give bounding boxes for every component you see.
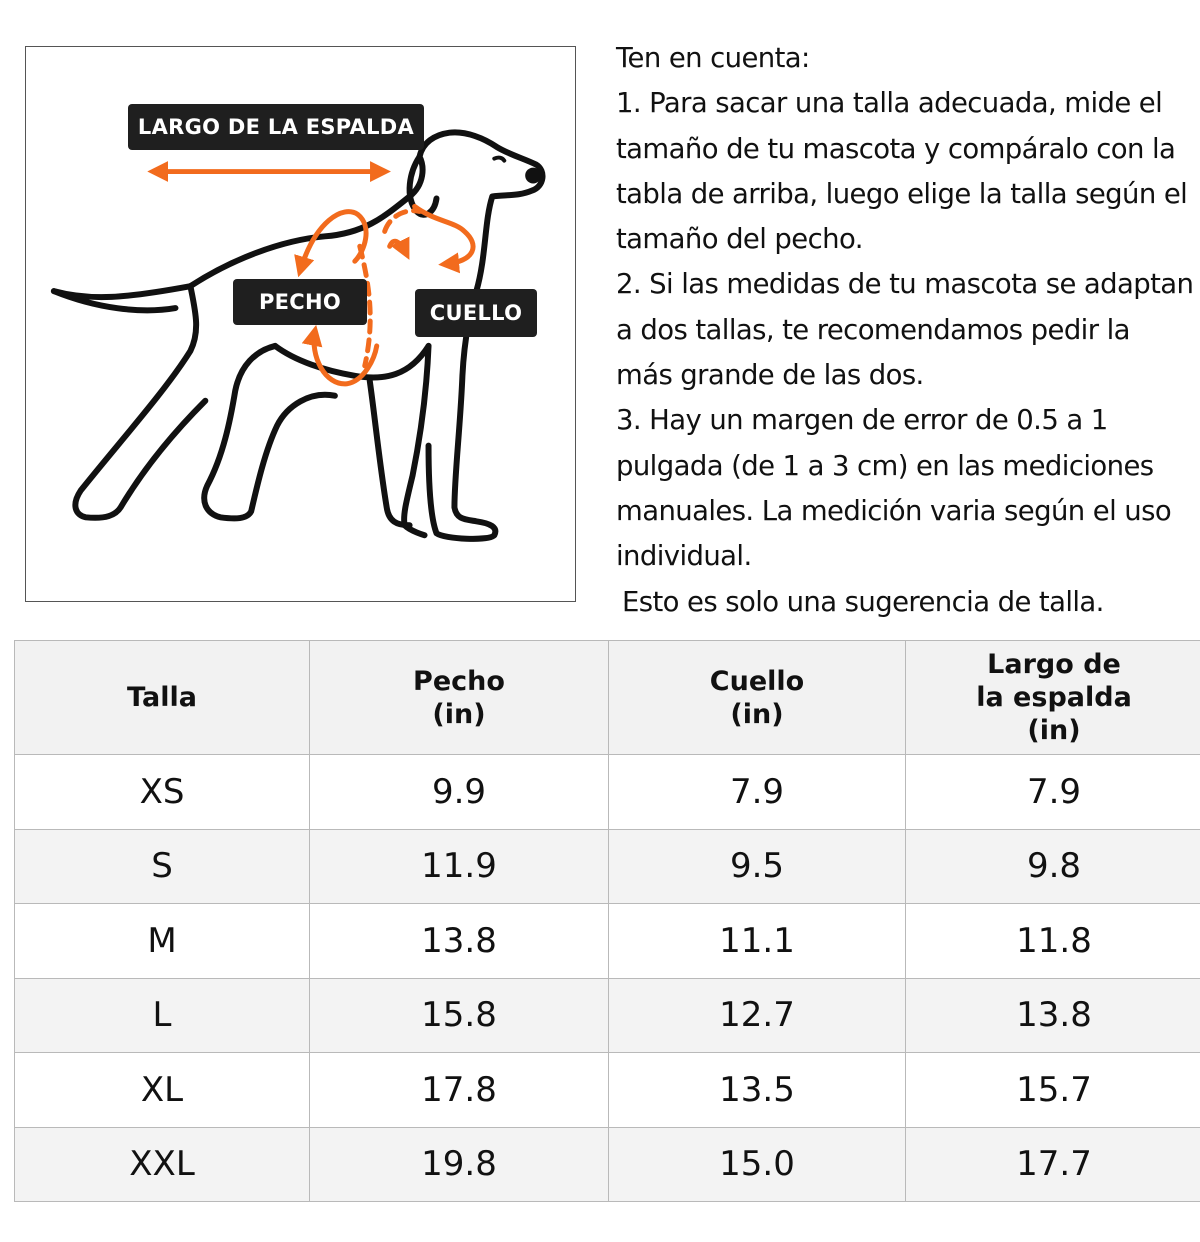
cell-chest: 15.8 <box>310 978 609 1053</box>
cell-neck: 13.5 <box>609 1053 906 1128</box>
cell-size: XXL <box>15 1127 310 1202</box>
table-row <box>15 904 1200 979</box>
header-size: Talla <box>15 641 310 755</box>
table-row <box>15 829 1200 904</box>
cell-back-length: 17.7 <box>906 1127 1200 1202</box>
notes-title: Ten en cuenta: <box>616 42 810 74</box>
cell-back-length: 7.9 <box>906 755 1200 830</box>
table-row <box>15 978 1200 1053</box>
size-chart-table <box>14 640 1200 1202</box>
back-length-tag: LARGO DE LA ESPALDA <box>128 104 424 150</box>
sizing-notes <box>616 36 1194 625</box>
cell-neck: 11.1 <box>609 904 906 979</box>
cell-chest: 19.8 <box>310 1127 609 1202</box>
cell-size: M <box>15 904 310 979</box>
cell-chest: 13.8 <box>310 904 609 979</box>
cell-size: S <box>15 829 310 904</box>
cell-chest: 11.9 <box>310 829 609 904</box>
table-row <box>15 1053 1200 1128</box>
neck-tag: CUELLO <box>415 289 537 337</box>
table-row <box>15 1127 1200 1202</box>
cell-size: L <box>15 978 310 1053</box>
note-item-1: 1. Para sacar una talla adecuada, mide el tamaño de tu mascota y compáralo con la tabla de arriba, luego elige la talla según el tamaño del pecho. <box>616 87 1188 256</box>
cell-neck: 12.7 <box>609 978 906 1053</box>
cell-size: XL <box>15 1053 310 1128</box>
chest-tag: PECHO <box>233 279 367 325</box>
notes-disclaimer: Esto es solo una sugerencia de talla. <box>622 585 1104 618</box>
measurement-diagram <box>25 46 576 602</box>
cell-neck: 7.9 <box>609 755 906 830</box>
cell-back-length: 9.8 <box>906 829 1200 904</box>
chest-arrow-top <box>300 212 366 272</box>
cell-neck: 9.5 <box>609 829 906 904</box>
header-chest: Pecho (in) <box>310 641 609 755</box>
note-item-3: 3. Hay un margen de error de 0.5 a 1 pulgada (de 1 a 3 cm) en las mediciones manuales. La medición varia según el uso individual. <box>616 404 1172 573</box>
cell-chest: 9.9 <box>310 755 609 830</box>
cell-size: XS <box>15 755 310 830</box>
cell-chest: 17.8 <box>310 1053 609 1128</box>
header-back-length: Largo de la espalda (in) <box>906 641 1200 755</box>
table-header-row <box>15 641 1200 755</box>
header-neck: Cuello (in) <box>609 641 906 755</box>
cell-back-length: 11.8 <box>906 904 1200 979</box>
note-item-2: 2. Si las medidas de tu mascota se adaptan a dos tallas, te recomendamos pedir la más grande de las dos. <box>616 268 1194 392</box>
cell-back-length: 15.7 <box>906 1053 1200 1128</box>
cell-back-length: 13.8 <box>906 978 1200 1053</box>
table-row <box>15 755 1200 830</box>
cell-neck: 15.0 <box>609 1127 906 1202</box>
